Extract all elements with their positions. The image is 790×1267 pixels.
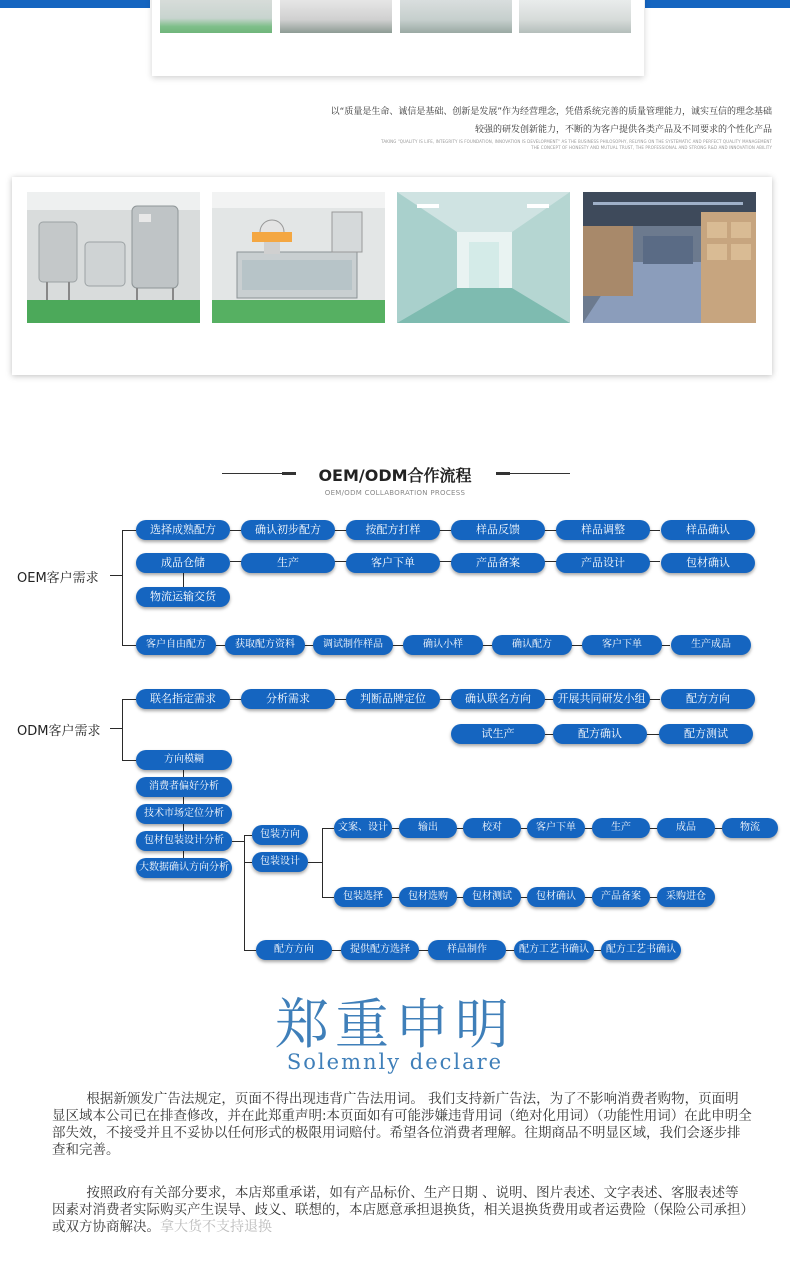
- oem-step-2-2: 生产: [241, 553, 335, 573]
- pack-step-1-1: 文案、设计: [334, 818, 392, 838]
- pack-step-2-2: 包材选购: [399, 887, 457, 907]
- factory-photo-card: [12, 177, 772, 375]
- oem-stub: [110, 575, 122, 576]
- oem-vertical: [122, 530, 123, 646]
- oem-step-4-1: 客户自由配方: [136, 635, 216, 655]
- odm-col-5: 大数据确认方向分析: [136, 858, 232, 878]
- pack-sub-h2: [322, 897, 334, 898]
- pack-step-2-4: 包材确认: [527, 887, 585, 907]
- pack-step-2-5: 产品备案: [592, 887, 650, 907]
- process-title: OEM/ODM合作流程: [318, 466, 472, 485]
- declaration-subtitle: Solemnly declare: [286, 1050, 504, 1074]
- pack-step-1-5: 生产: [592, 818, 650, 838]
- oem-step-4-6: 客户下单: [582, 635, 662, 655]
- oem-step-4-3: 调试制作样品: [313, 635, 393, 655]
- pack-h-formula: [244, 950, 256, 951]
- pack-step-1-3: 校对: [463, 818, 521, 838]
- top-photo-4: [519, 0, 631, 33]
- odm-step-1-3: 判断品牌定位: [346, 689, 440, 709]
- top-photo-3: [400, 0, 512, 33]
- factory-photo-warehouse: [583, 192, 756, 323]
- formula-step-5: 配方工艺书确认: [601, 940, 681, 960]
- formula-step-2: 提供配方选择: [341, 940, 419, 960]
- oem-step-2-1: 成品仓储: [136, 553, 230, 573]
- intro-line-2: 较强的研发创新能力，不断的为客户提供各类产品及不同要求的个性化产品: [474, 125, 772, 135]
- process-subtitle: OEM/ODM COLLABORATION PROCESS: [324, 489, 466, 497]
- intro-line-3: [0, 139, 772, 151]
- odm-step-2-3: 配方测试: [659, 724, 753, 744]
- pack-step-1-7: 物流: [722, 818, 778, 838]
- oem-step-4-2: 获取配方资料: [225, 635, 305, 655]
- odm-col-3: 技术市场定位分析: [136, 804, 232, 824]
- intro-en-line-b: THE CONCEPT OF HONESTY AND MUTUAL TRUST, THE PROFESSIONAL AND STRONG R&D AND INNOVATION ABILITY: [531, 145, 772, 150]
- odm-col-1: 方向模糊: [136, 750, 232, 770]
- odm-step-1-6: 配方方向: [661, 689, 755, 709]
- intro-en-line-a: TAKING "QUALITY IS LIFE, INTEGRITY IS FOUNDATION, INNOVATION IS DEVELOPMENT" AS THE BUSINESS PHILOSOPHY, RELYING ON THE SYSTEMATIC AND PERFECT QUALITY MANAGEMENT: [381, 139, 772, 144]
- oem-step-1-3: 按配方打样: [346, 520, 440, 540]
- formula-step-1: 配方方向: [256, 940, 332, 960]
- odm-step-2-2: 配方确认: [553, 724, 647, 744]
- odm-step-1-4: 确认联名方向: [451, 689, 545, 709]
- formula-step-3: 样品制作: [428, 940, 506, 960]
- odm-h1: [122, 699, 136, 700]
- oem-step-4-7: 生产成品: [671, 635, 751, 655]
- top-photo-card: [152, 0, 644, 76]
- odm-step-1-5: 开展共同研发小组: [553, 689, 650, 709]
- oem-step-2-6: 包材确认: [661, 553, 755, 573]
- pack-trunk-h: [232, 841, 244, 842]
- pack-h-direction: [244, 835, 252, 836]
- factory-photo-machine: [212, 192, 385, 323]
- pack-h-design: [244, 862, 252, 863]
- pack-step-1-6: 成品: [657, 818, 715, 838]
- oem-step-2-5: 产品设计: [556, 553, 650, 573]
- pack-trunk-v: [244, 835, 245, 950]
- factory-photo-tanks: [27, 192, 200, 323]
- declaration-note: 拿大货不支持退换: [160, 1219, 272, 1235]
- oem-step-4-5: 确认配方: [492, 635, 572, 655]
- odm-vertical: [122, 699, 123, 761]
- declaration-paragraph-2-text: 按照政府有关部分要求，本店郑重承诺，如有产品标价、生产日期 、说明、图片表述、文字表述、客服表述等因素对消费者实际购买产生误导、歧义、联想的，本店愿意承担退换货，相关退换货费用或者运费险（保险公司承担）或双方协商解决。: [52, 1185, 748, 1235]
- oem-step-2-4: 产品备案: [451, 553, 545, 573]
- odm-label: ODM客户需求: [17, 724, 101, 739]
- oem-step-1-6: 样品确认: [661, 520, 755, 540]
- oem-step-1-2: 确认初步配方: [241, 520, 335, 540]
- odm-step-2-1: 试生产: [451, 724, 545, 744]
- declaration-paragraph-1: 根据新颁发广告法规定，页面不得出现违背广告法用词。 我们支持新广告法，为了不影响消费者购物，页面明显区域本公司已在排查修改，并在此郑重声明:本页面如有可能涉嫌违背用词（绝对化用词）（功能性用词）在此申明全部失效，不接受并且不妥协以任何形式的极限用词赔付。希望各位消费者理解。往期商品不明显区域，我们会逐步排查和完善。: [52, 1091, 752, 1158]
- oem-col-line: [183, 571, 184, 587]
- pack-step-1-4: 客户下单: [527, 818, 585, 838]
- top-photo-2: [280, 0, 392, 33]
- odm-col-4: 包材包装设计分析: [136, 831, 232, 851]
- factory-photo-corridor: [397, 192, 570, 323]
- pack-step-1-2: 输出: [399, 818, 457, 838]
- oem-step-2-3: 客户下单: [346, 553, 440, 573]
- odm-col-2: 消费者偏好分析: [136, 777, 232, 797]
- oem-step-3-1: 物流运输交货: [136, 587, 230, 607]
- top-blue-band-right: [645, 0, 790, 8]
- odm-step-1-1: 联名指定需求: [136, 689, 230, 709]
- odm-h2: [122, 760, 136, 761]
- declaration-paragraph-2: [52, 1185, 752, 1236]
- pack-sub-h1: [322, 828, 334, 829]
- pack-design: 包装设计: [252, 852, 308, 872]
- intro-line-1: 以“质量是生命、诚信是基础、创新是发展”作为经营理念，凭借系统完善的质量管理能力，诚实互信的理念基础: [330, 107, 772, 117]
- odm-step-1-2: 分析需求: [241, 689, 335, 709]
- formula-step-4: 配方工艺书确认: [514, 940, 594, 960]
- odm-stub: [110, 728, 122, 729]
- pack-direction: 包装方向: [252, 825, 308, 845]
- pack-sub-v: [322, 828, 323, 898]
- pack-step-2-3: 包材测试: [463, 887, 521, 907]
- top-blue-band-left: [0, 0, 150, 8]
- pack-step-2-6: 采购进仓: [657, 887, 715, 907]
- oem-h1: [122, 530, 136, 531]
- oem-step-4-4: 确认小样: [403, 635, 483, 655]
- oem-h4: [122, 645, 136, 646]
- oem-step-1-1: 选择成熟配方: [136, 520, 230, 540]
- declaration-title: 郑重申明: [275, 993, 515, 1056]
- oem-step-1-4: 样品反馈: [451, 520, 545, 540]
- pack-sub-stub: [308, 862, 322, 863]
- top-photo-1: [160, 0, 272, 33]
- oem-step-1-5: 样品调整: [556, 520, 650, 540]
- oem-label: OEM客户需求: [17, 571, 99, 586]
- pack-step-2-1: 包装选择: [334, 887, 392, 907]
